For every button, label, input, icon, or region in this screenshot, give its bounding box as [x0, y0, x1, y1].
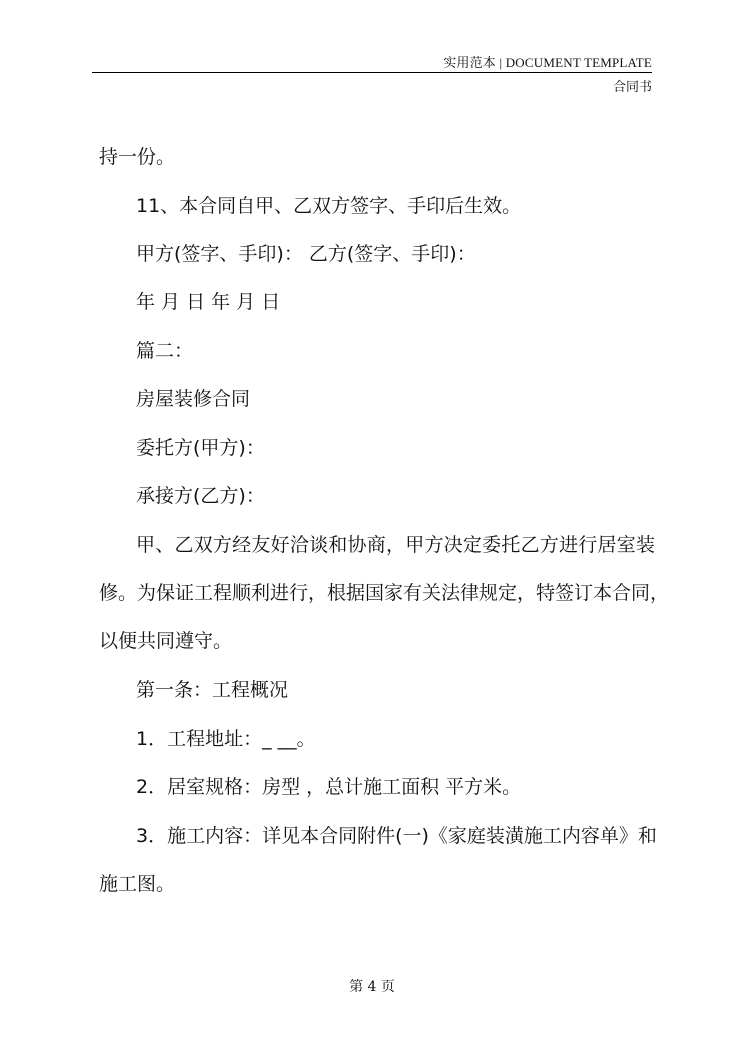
header-title: 实用范本 | DOCUMENT TEMPLATE	[443, 55, 652, 70]
header-subtitle: 合同书	[612, 80, 652, 95]
party-b-line: 承接方(乙方)：	[136, 485, 265, 507]
date-line: 年 月 日 年 月 日	[136, 291, 281, 313]
clause-11: 11、本合同自甲、乙双方签字、手印后生效。	[136, 195, 522, 217]
paragraph-line: 施工图。	[99, 873, 176, 895]
article-heading: 第一条：工程概况	[136, 679, 289, 701]
paragraph-line: 以便共同遵守。	[99, 630, 233, 652]
page-number: 第 4 页	[349, 979, 395, 995]
list-item: 1．工程地址：_ __。	[136, 728, 316, 750]
party-a-line: 委托方(甲方)：	[136, 437, 265, 459]
header-divider	[92, 72, 652, 73]
signature-line: 甲方(签字、手印)： 乙方(签字、手印)：	[136, 243, 476, 265]
list-item: 2．居室规格：房型 ，总计施工面积 平方米。	[136, 776, 522, 798]
section-heading: 篇二：	[136, 340, 194, 362]
paragraph-line: 修。为保证工程顺利进行，根据国家有关法律规定，特签订本合同，	[99, 582, 670, 604]
list-item: 3．施工内容：详见本合同附件(一)《家庭装潢施工内容单》和	[136, 825, 657, 847]
contract-title: 房屋装修合同	[136, 388, 251, 410]
paragraph-line: 甲、乙双方经友好洽谈和协商，甲方决定委托乙方进行居室装	[136, 534, 655, 556]
paragraph-line: 持一份。	[99, 146, 176, 168]
